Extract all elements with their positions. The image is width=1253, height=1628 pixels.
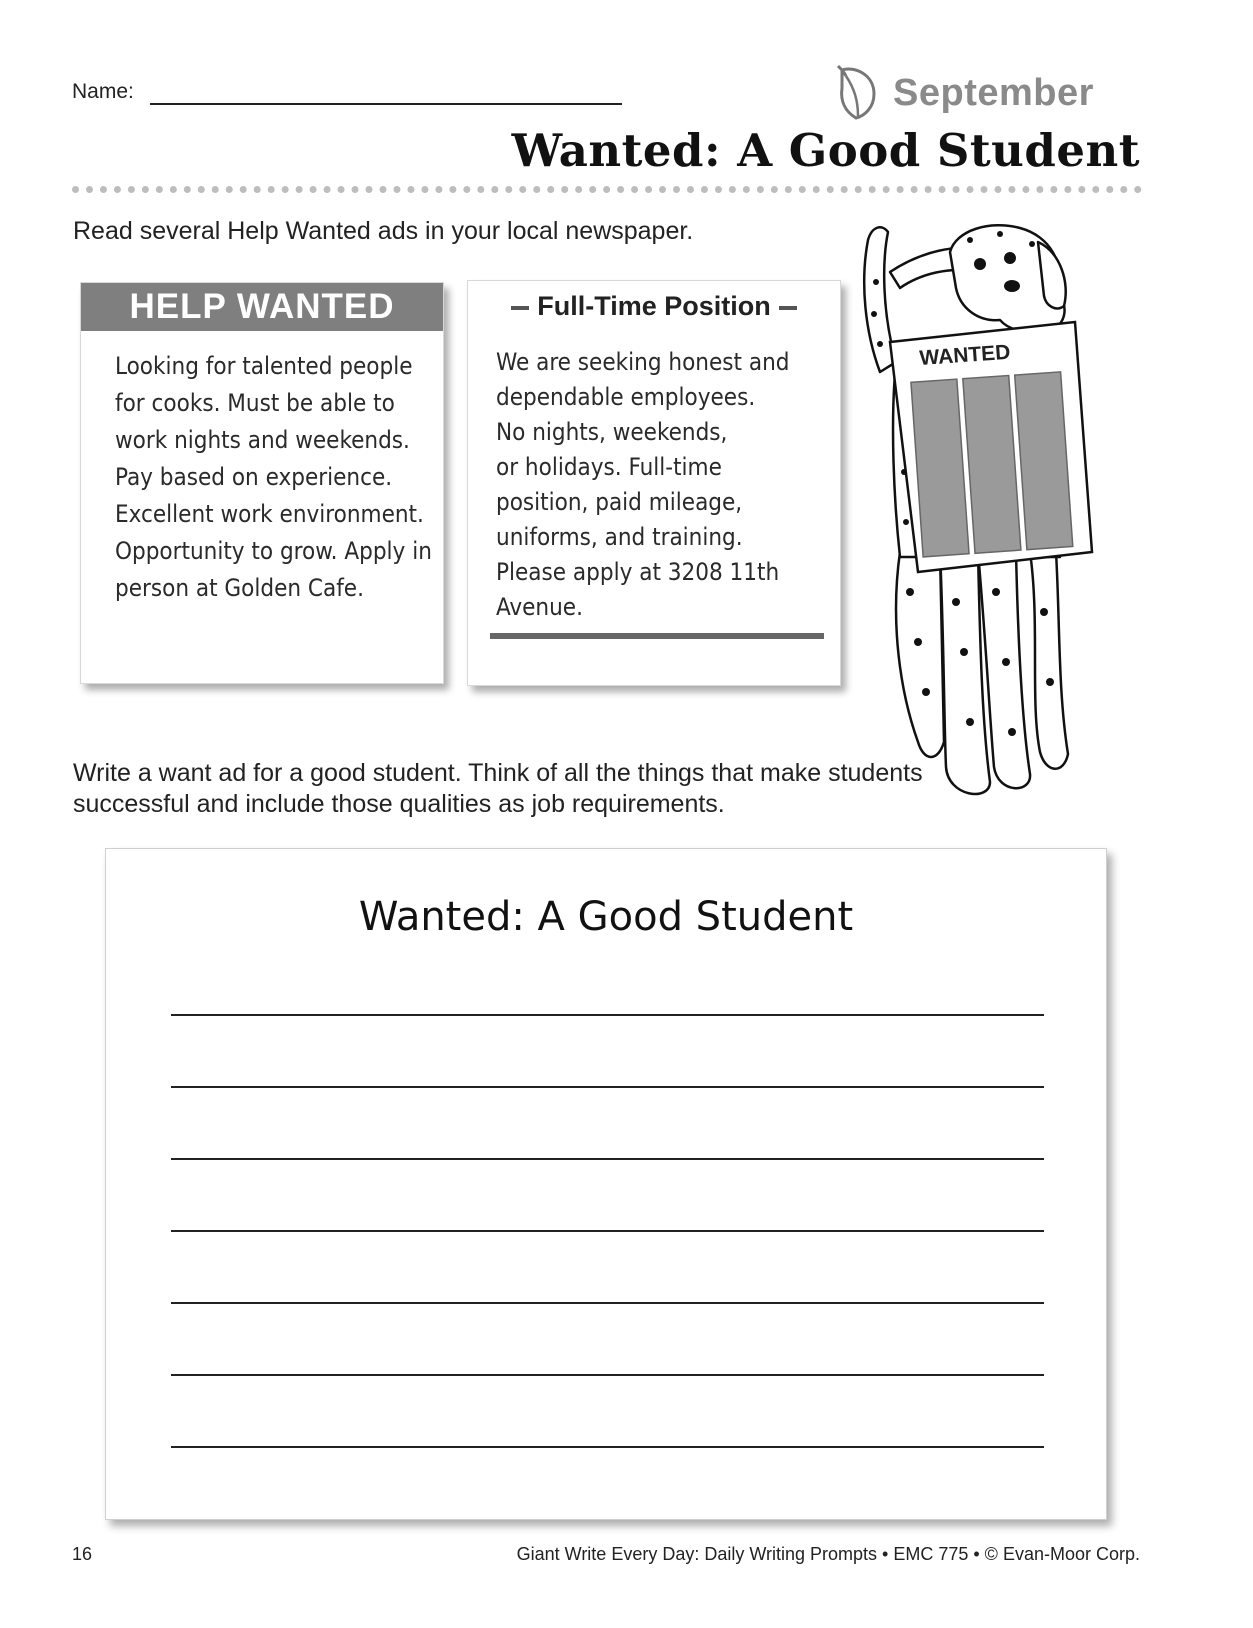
help-wanted-header: HELP WANTED bbox=[81, 283, 443, 331]
read-instruction: Read several Help Wanted ads in your local newspaper. bbox=[73, 217, 694, 245]
footer-credit: Giant Write Every Day: Daily Writing Prompts • EMC 775 • © Evan-Moor Corp. bbox=[516, 1544, 1140, 1564]
ad-line: No nights, weekends, bbox=[496, 418, 728, 446]
ad-line: Avenue. bbox=[496, 593, 583, 621]
month-label: September bbox=[893, 72, 1094, 114]
full-time-text bbox=[496, 345, 831, 625]
writing-line[interactable] bbox=[171, 1230, 1044, 1232]
writing-box-title: Wanted: A Good Student bbox=[358, 894, 854, 940]
writing-line[interactable] bbox=[171, 1446, 1044, 1448]
ad-line: uniforms, and training. bbox=[496, 523, 743, 551]
help-wanted-text: Looking for talented people for cooks. Must be able to work nights and weekends. Pay based on experience. Excellent work environment. Opportunity to grow. Apply in person at Golden Cafe. bbox=[115, 352, 432, 602]
writing-line[interactable] bbox=[171, 1158, 1044, 1160]
help-wanted-ad bbox=[80, 282, 444, 684]
dog-illustration bbox=[860, 222, 1120, 814]
full-time-bottom-bar bbox=[490, 633, 824, 639]
ad-line: Please apply at 3208 11th bbox=[496, 558, 780, 586]
full-time-ad bbox=[467, 280, 841, 686]
page-number: 16 bbox=[72, 1544, 93, 1564]
writing-line[interactable] bbox=[171, 1086, 1044, 1088]
name-label: Name: bbox=[72, 80, 134, 103]
sign-text: WANTED bbox=[918, 340, 1012, 370]
dotted-divider bbox=[72, 186, 1142, 193]
dash-right bbox=[779, 306, 797, 310]
page-title: Wanted: A Good Student bbox=[511, 124, 1140, 177]
dash-left bbox=[511, 306, 529, 310]
writing-line[interactable] bbox=[171, 1302, 1044, 1304]
full-time-header bbox=[468, 291, 840, 322]
leaf-icon bbox=[832, 62, 880, 122]
name-blank-line[interactable] bbox=[150, 103, 622, 105]
ad-line: or holidays. Full-time bbox=[496, 453, 722, 481]
ad-line: dependable employees. bbox=[496, 383, 756, 411]
writing-box bbox=[105, 848, 1107, 1520]
write-instruction: Write a want ad for a good student. Think of all the things that make students successful and include those qualities as job requirements. bbox=[73, 759, 923, 818]
writing-line[interactable] bbox=[171, 1014, 1044, 1016]
ad-line: We are seeking honest and bbox=[496, 348, 790, 376]
full-time-title: Full-Time Position bbox=[537, 291, 771, 321]
writing-line[interactable] bbox=[171, 1374, 1044, 1376]
ad-line: position, paid mileage, bbox=[496, 488, 743, 516]
